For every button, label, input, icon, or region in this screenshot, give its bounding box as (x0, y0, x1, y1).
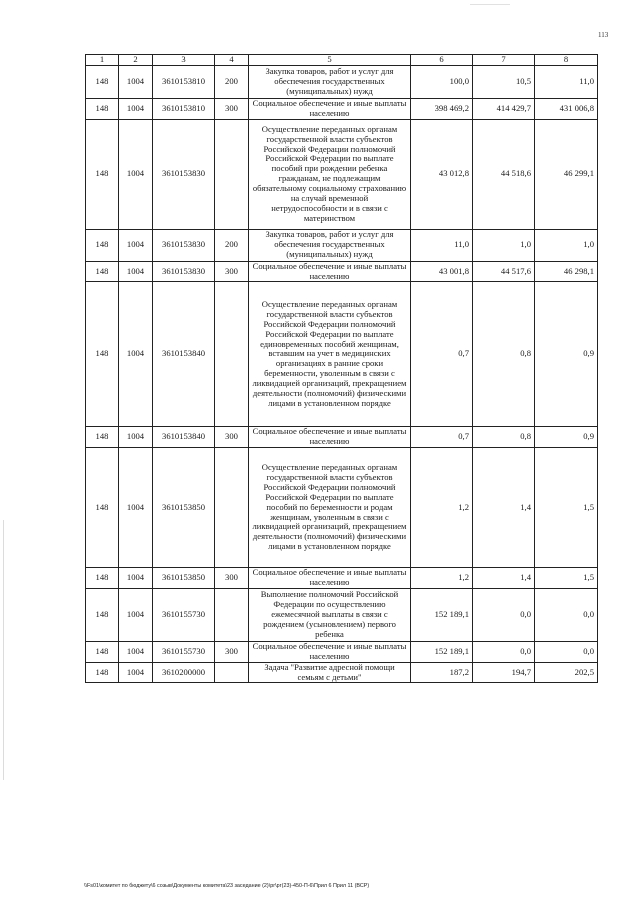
row-target-article-cell: 3610153810 (153, 65, 215, 98)
row-expense-type-cell (215, 119, 249, 229)
row-amount-col8-cell: 0,0 (535, 641, 598, 662)
row-amount-col7-cell: 0,0 (473, 588, 535, 641)
row-amount-col6-cell: 43 001,8 (411, 261, 473, 282)
row-target-article-cell: 3610155730 (153, 588, 215, 641)
row-amount-col8-cell: 0,9 (535, 282, 598, 427)
row-description-cell: Социальное обеспечение и иные выплаты населению (249, 261, 411, 282)
row-amount-col6-cell: 398 469,2 (411, 98, 473, 119)
row-department-cell: 148 (86, 65, 119, 98)
row-amount-col8-cell: 431 006,8 (535, 98, 598, 119)
row-department-cell: 148 (86, 641, 119, 662)
row-target-article-cell: 3610155730 (153, 641, 215, 662)
page-number: 113 (598, 31, 609, 39)
row-description-cell: Задача "Развитие адресной помощи семьям с детьми" (249, 662, 411, 683)
file-path-footer: \\Fs01\комитет по бюджету\6 созыв\Документы комитета\23 заседание (2)\рг\рг(23)-450-П-6\Прил 6 Прил 11 (ВСР) (84, 883, 370, 889)
row-expense-type-cell: 300 (215, 261, 249, 282)
row-amount-col7-cell: 0,8 (473, 427, 535, 448)
header-cell: 4 (215, 55, 249, 66)
header-cell: 3 (153, 55, 215, 66)
row-section-cell: 1004 (119, 588, 153, 641)
row-section-cell: 1004 (119, 641, 153, 662)
header-cell: 6 (411, 55, 473, 66)
row-description-cell: Социальное обеспечение и иные выплаты населению (249, 98, 411, 119)
row-amount-col6-cell: 152 189,1 (411, 588, 473, 641)
row-section-cell: 1004 (119, 119, 153, 229)
row-amount-col7-cell: 44 518,6 (473, 119, 535, 229)
row-amount-col7-cell: 414 429,7 (473, 98, 535, 119)
table-header-row (86, 55, 598, 66)
row-section-cell: 1004 (119, 261, 153, 282)
row-amount-col8-cell: 0,9 (535, 427, 598, 448)
row-expense-type-cell (215, 282, 249, 427)
row-department-cell: 148 (86, 261, 119, 282)
row-target-article-cell: 3610153830 (153, 229, 215, 261)
row-amount-col6-cell: 11,0 (411, 229, 473, 261)
row-target-article-cell: 3610153850 (153, 448, 215, 568)
row-section-cell: 1004 (119, 427, 153, 448)
row-target-article-cell: 3610153810 (153, 98, 215, 119)
row-amount-col7-cell: 44 517,6 (473, 261, 535, 282)
row-amount-col7-cell: 1,4 (473, 568, 535, 589)
row-amount-col8-cell: 0,0 (535, 588, 598, 641)
row-section-cell: 1004 (119, 98, 153, 119)
row-expense-type-cell (215, 448, 249, 568)
table-row (86, 448, 598, 568)
row-amount-col8-cell: 11,0 (535, 65, 598, 98)
row-department-cell: 148 (86, 427, 119, 448)
header-cell: 7 (473, 55, 535, 66)
row-amount-col6-cell: 187,2 (411, 662, 473, 683)
row-target-article-cell: 3610153830 (153, 119, 215, 229)
row-section-cell: 1004 (119, 282, 153, 427)
row-section-cell: 1004 (119, 65, 153, 98)
row-target-article-cell: 3610153840 (153, 282, 215, 427)
row-amount-col6-cell: 152 189,1 (411, 641, 473, 662)
row-expense-type-cell: 300 (215, 641, 249, 662)
row-amount-col7-cell: 1,4 (473, 448, 535, 568)
table-row (86, 261, 598, 282)
table-row (86, 98, 598, 119)
scan-mark-left-edge (3, 520, 4, 780)
header-cell: 1 (86, 55, 119, 66)
row-amount-col6-cell: 1,2 (411, 568, 473, 589)
table-row (86, 119, 598, 229)
row-description-cell: Закупка товаров, работ и услуг для обеспечения государственных (муниципальных) нужд (249, 65, 411, 98)
table-row (86, 282, 598, 427)
scan-mark-top-right (470, 4, 510, 5)
row-department-cell: 148 (86, 662, 119, 683)
row-amount-col7-cell: 10,5 (473, 65, 535, 98)
row-expense-type-cell: 300 (215, 427, 249, 448)
header-cell: 5 (249, 55, 411, 66)
row-amount-col8-cell: 46 299,1 (535, 119, 598, 229)
row-amount-col8-cell: 1,5 (535, 568, 598, 589)
row-amount-col8-cell: 46 298,1 (535, 261, 598, 282)
row-amount-col8-cell: 202,5 (535, 662, 598, 683)
row-description-cell: Осуществление переданных органам государственной власти субъектов Российской Федерации полномочий Российской Федерации по выплате единовременных пособий женщинам, вставшим на учет в медицинских организациях в ранние сроки беременности, уволенным в связи с ликвидацией организаций, прекращением деятельности (полномочий) физическими лицами в установленном порядке (249, 282, 411, 427)
row-target-article-cell: 3610153830 (153, 261, 215, 282)
row-expense-type-cell (215, 588, 249, 641)
row-amount-col6-cell: 0,7 (411, 282, 473, 427)
row-department-cell: 148 (86, 448, 119, 568)
row-department-cell: 148 (86, 229, 119, 261)
row-section-cell: 1004 (119, 568, 153, 589)
row-amount-col7-cell: 1,0 (473, 229, 535, 261)
row-target-article-cell: 3610153850 (153, 568, 215, 589)
row-section-cell: 1004 (119, 229, 153, 261)
budget-table (85, 54, 598, 683)
table-row (86, 662, 598, 683)
header-cell: 8 (535, 55, 598, 66)
row-amount-col6-cell: 43 012,8 (411, 119, 473, 229)
row-amount-col8-cell: 1,5 (535, 448, 598, 568)
row-section-cell: 1004 (119, 662, 153, 683)
table-row (86, 568, 598, 589)
row-expense-type-cell: 200 (215, 229, 249, 261)
row-amount-col7-cell: 0,0 (473, 641, 535, 662)
row-target-article-cell: 3610153840 (153, 427, 215, 448)
row-amount-col7-cell: 194,7 (473, 662, 535, 683)
table-row (86, 588, 598, 641)
table-row (86, 65, 598, 98)
row-department-cell: 148 (86, 568, 119, 589)
row-expense-type-cell: 300 (215, 98, 249, 119)
row-amount-col6-cell: 1,2 (411, 448, 473, 568)
row-description-cell: Осуществление переданных органам государственной власти субъектов Российской Федерации полномочий Российской Федерации по выплате пособий по беременности и родам женщинам, уволенным в связи с ликвидацией организаций, прекращением деятельности (полномочий) физическими лицами в установленном порядке (249, 448, 411, 568)
row-department-cell: 148 (86, 282, 119, 427)
row-target-article-cell: 3610200000 (153, 662, 215, 683)
row-expense-type-cell: 200 (215, 65, 249, 98)
row-expense-type-cell: 300 (215, 568, 249, 589)
row-amount-col6-cell: 100,0 (411, 65, 473, 98)
row-description-cell: Выполнение полномочий Российской Федерации по осуществлению ежемесячной выплаты в связи с рождением (усыновлением) первого ребенка (249, 588, 411, 641)
row-description-cell: Осуществление переданных органам государственной власти субъектов Российской Федерации полномочий Российской Федерации по выплате пособий при рождении ребенка гражданам, не подлежащим обязательному социальному страхованию на случай временной нетрудоспособности и в связи с материнством (249, 119, 411, 229)
table-row (86, 427, 598, 448)
row-expense-type-cell (215, 662, 249, 683)
row-section-cell: 1004 (119, 448, 153, 568)
row-department-cell: 148 (86, 119, 119, 229)
row-description-cell: Социальное обеспечение и иные выплаты населению (249, 427, 411, 448)
row-description-cell: Закупка товаров, работ и услуг для обеспечения государственных (муниципальных) нужд (249, 229, 411, 261)
row-department-cell: 148 (86, 588, 119, 641)
row-department-cell: 148 (86, 98, 119, 119)
table-row (86, 229, 598, 261)
row-amount-col7-cell: 0,8 (473, 282, 535, 427)
header-cell: 2 (119, 55, 153, 66)
row-amount-col8-cell: 1,0 (535, 229, 598, 261)
row-amount-col6-cell: 0,7 (411, 427, 473, 448)
table-row (86, 641, 598, 662)
row-description-cell: Социальное обеспечение и иные выплаты населению (249, 641, 411, 662)
row-description-cell: Социальное обеспечение и иные выплаты населению (249, 568, 411, 589)
